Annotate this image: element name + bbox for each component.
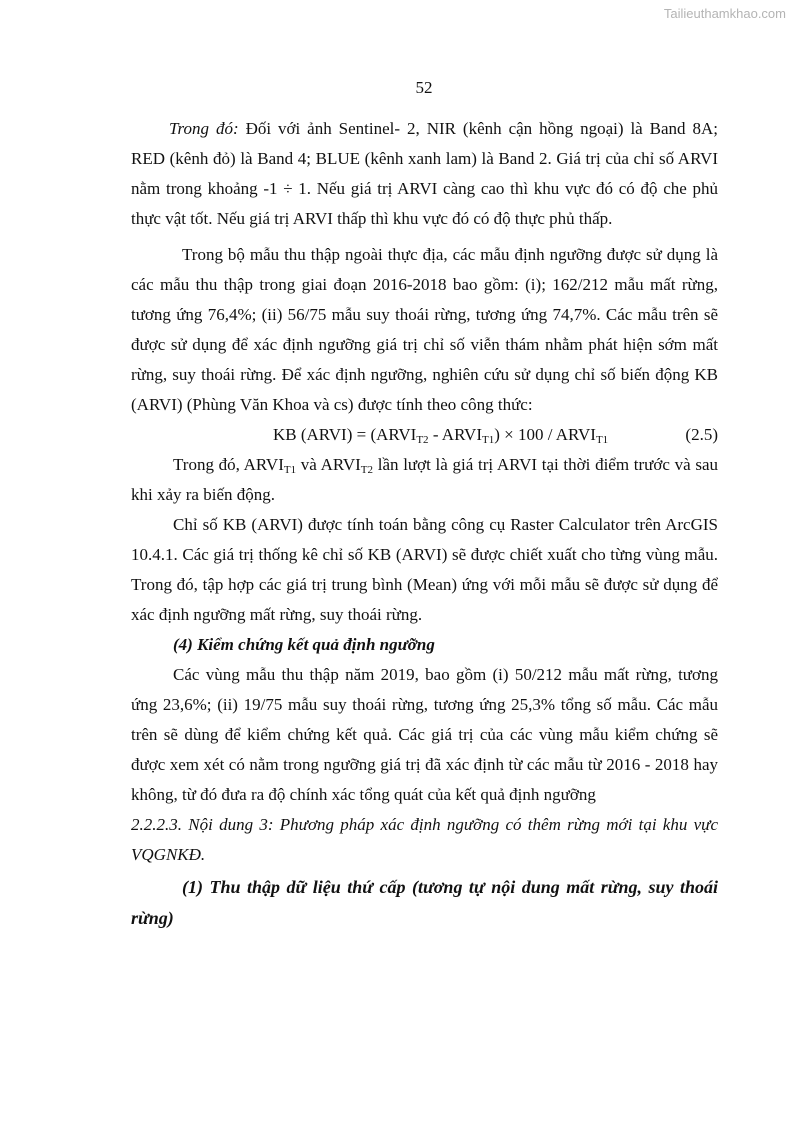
watermark: Tailieuthamkhao.com — [663, 6, 786, 21]
text-run: và ARVI — [296, 455, 361, 474]
formula-minus: - ARVI — [428, 425, 482, 444]
formula-lhs: KB (ARVI) = (ARVI — [273, 425, 417, 444]
formula-expression — [273, 420, 608, 450]
formula-2-5 — [131, 420, 718, 450]
paragraph-field-samples: Trong bộ mẫu thu thập ngoài thực địa, các mẫu định ngưỡng được sử dụng là các mẫu thu thập trong giai đoạn 2016-2018 bao gồm: (i); 162/212 mẫu mất rừng, tương ứng 76,4%; (ii) 56/75 mẫu suy thoái rừng, tương ứng 74,7%. Các mẫu trên sẽ được sử dụng để xác định ngưỡng giá trị chỉ số viễn thám nhằm phát hiện sớm mất rừng, suy thoái rừng. Để xác định ngưỡng, nghiên cứu sử dụng chỉ số biến động KB (ARVI) (Phùng Văn Khoa và cs) được tính theo công thức: — [131, 245, 718, 414]
paragraph-verification: Các vùng mẫu thu thập năm 2019, bao gồm (i) 50/212 mẫu mất rừng, tương ứng 23,6%; (ii) 19/75 mẫu suy thoái rừng, tương ứng 25,3% tổng số mẫu. Các mẫu trên sẽ dùng để kiểm chứng kết quả. Các giá trị của các vùng mẫu kiểm chứng sẽ được xem xét có nằm trong ngưỡng giá trị đã xác định từ các mẫu từ 2016 - 2018 hay không, từ đó đưa ra độ chính xác tổng quát của kết quả định ngưỡng — [131, 665, 718, 804]
formula-subscript: T1 — [595, 434, 609, 446]
section-heading: 2.2.2.3. Nội dung 3: Phương pháp xác định ngưỡng có thêm rừng mới tại khu vực VQGNKĐ. — [131, 815, 718, 864]
page-number: 52 — [415, 78, 433, 97]
paragraph-arvi-times — [131, 450, 718, 510]
paragraph-text: Đối với ảnh Sentinel- 2, NIR (kênh cận hồng ngoại) là Band 8A; RED (kênh đỏ) là Band 4; BLUE (kênh xanh lam) là Band 2. Giá trị của chỉ số ARVI nằm trong khoảng -1 ÷ 1. Nếu giá trị ARVI càng cao thì khu vực đó có độ che phủ thực vật tốt. Nếu giá trị ARVI thấp thì khu vực đó có độ thực phủ thấp. — [131, 119, 718, 228]
document-body — [131, 114, 718, 934]
equation-number: (2.5) — [685, 425, 718, 444]
formula-subscript: T2 — [416, 434, 429, 446]
heading-verification: (4) Kiểm chứng kết quả định ngưỡng — [173, 635, 435, 654]
subscript: T2 — [360, 464, 374, 476]
formula-mid: ) × 100 / ARVI — [494, 425, 596, 444]
lead-phrase: Trong đó: — [169, 119, 239, 138]
heading-secondary-data: (1) Thu thập dữ liệu thứ cấp (tương tự nội dung mất rừng, suy thoái rừng) — [131, 877, 718, 928]
text-run: lần lượt là giá trị ARVI tại thời điểm trước và sau khi xảy ra biến động. — [131, 455, 718, 504]
paragraph-arvi-definition — [131, 114, 718, 234]
paragraph-raster-calculator: Chỉ số KB (ARVI) được tính toán bằng công cụ Raster Calculator trên ArcGIS 10.4.1. Các giá trị thống kê chỉ số KB (ARVI) sẽ được chiết xuất cho từng vùng mẫu. Trong đó, tập hợp các giá trị trung bình (Mean) ứng với mỗi mẫu sẽ được sử dụng để xác định ngưỡng mất rừng, suy thoái rừng. — [131, 515, 718, 624]
text-run: Trong đó, ARVI — [173, 455, 284, 474]
subscript: T1 — [283, 464, 297, 476]
formula-subscript: T1 — [481, 434, 495, 446]
